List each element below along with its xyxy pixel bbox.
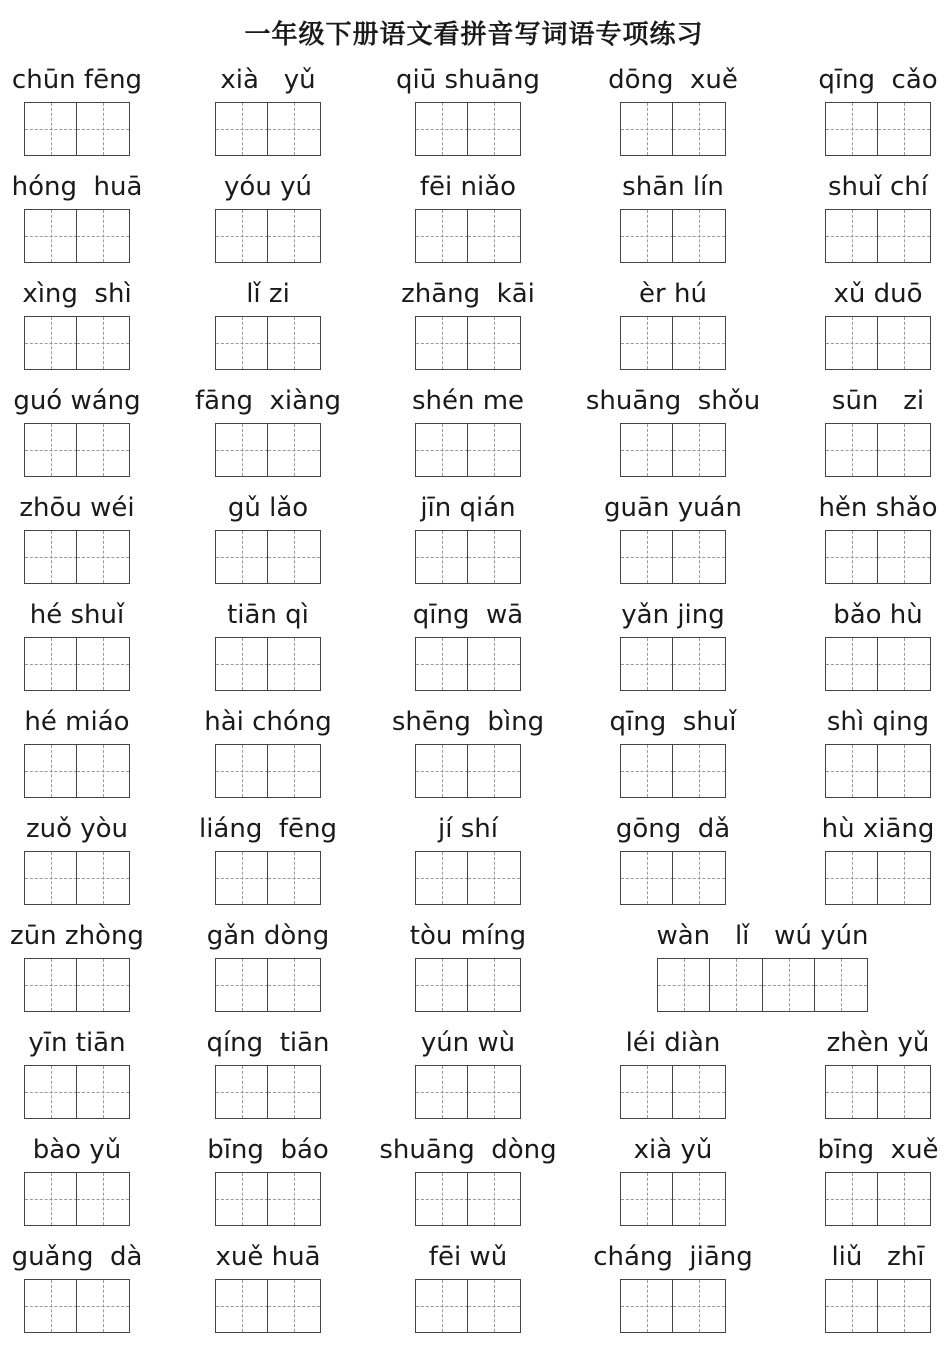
pinyin-label: shuǐ chí — [828, 172, 928, 202]
writing-box-group — [415, 316, 521, 370]
writing-box[interactable] — [267, 102, 321, 156]
pinyin-label: xǔ duō — [833, 279, 923, 309]
writing-box[interactable] — [762, 958, 816, 1012]
writing-box[interactable] — [620, 1065, 674, 1119]
writing-box-group — [620, 744, 726, 798]
writing-box-group — [415, 423, 521, 477]
writing-box-group — [657, 958, 868, 1012]
pinyin-label: xìng shì — [22, 279, 132, 309]
writing-box-group — [24, 1279, 130, 1333]
writing-box-group — [215, 1065, 321, 1119]
word-item — [173, 1026, 363, 1133]
writing-box[interactable] — [415, 423, 469, 477]
pinyin-label: dōng xuě — [608, 65, 738, 95]
word-item — [783, 1133, 948, 1240]
word-item — [0, 1026, 172, 1133]
writing-box[interactable] — [467, 316, 521, 370]
writing-box[interactable] — [877, 851, 931, 905]
writing-box-group — [415, 530, 521, 584]
pinyin-label: qīng cǎo — [818, 65, 938, 95]
writing-box[interactable] — [467, 102, 521, 156]
writing-box[interactable] — [467, 1172, 521, 1226]
writing-box[interactable] — [76, 744, 130, 798]
writing-box-group — [620, 530, 726, 584]
word-item — [373, 1026, 563, 1133]
writing-box[interactable] — [825, 637, 879, 691]
writing-box[interactable] — [415, 637, 469, 691]
word-item — [0, 277, 172, 384]
writing-box-group — [215, 637, 321, 691]
pinyin-label: bǎo hù — [833, 600, 923, 630]
writing-box[interactable] — [76, 1279, 130, 1333]
writing-box[interactable] — [415, 744, 469, 798]
word-item — [783, 491, 948, 598]
pinyin-label: fēi wǔ — [428, 1242, 508, 1272]
writing-box-group — [215, 958, 321, 1012]
word-item-idiom — [595, 919, 930, 1026]
writing-box-group — [24, 958, 130, 1012]
word-item — [373, 598, 563, 705]
word-item — [783, 384, 948, 491]
word-item — [373, 1240, 563, 1347]
word-item — [578, 1026, 768, 1133]
writing-box[interactable] — [467, 1279, 521, 1333]
writing-box-group — [825, 316, 931, 370]
pinyin-label: bīng báo — [207, 1135, 329, 1165]
writing-box-group — [215, 851, 321, 905]
writing-box[interactable] — [672, 423, 726, 477]
word-item — [783, 170, 948, 277]
writing-box[interactable] — [215, 530, 269, 584]
word-item — [0, 812, 172, 919]
writing-box[interactable] — [267, 637, 321, 691]
pinyin-label: qíng tiān — [206, 1028, 330, 1058]
word-item — [173, 1133, 363, 1240]
writing-box-group — [825, 1065, 931, 1119]
writing-box[interactable] — [76, 102, 130, 156]
pinyin-label: xià yǔ — [220, 65, 316, 95]
pinyin-label: sūn zi — [831, 386, 925, 416]
writing-box-group — [24, 851, 130, 905]
writing-box[interactable] — [24, 958, 78, 1012]
pinyin-label: bīng xuě — [817, 1135, 939, 1165]
writing-box[interactable] — [215, 851, 269, 905]
word-item — [373, 277, 563, 384]
word-item — [578, 1133, 768, 1240]
writing-box[interactable] — [825, 1172, 879, 1226]
writing-box[interactable] — [267, 316, 321, 370]
writing-box[interactable] — [709, 958, 763, 1012]
writing-box[interactable] — [76, 423, 130, 477]
pinyin-label: hù xiāng — [821, 814, 935, 844]
word-item — [373, 491, 563, 598]
word-item — [578, 705, 768, 812]
writing-box-group — [215, 423, 321, 477]
writing-box-group — [24, 1172, 130, 1226]
pinyin-label: zhōu wéi — [19, 493, 135, 523]
pinyin-label: èr hú — [639, 279, 707, 309]
writing-box[interactable] — [267, 209, 321, 263]
writing-box[interactable] — [825, 851, 879, 905]
writing-box[interactable] — [672, 209, 726, 263]
word-item — [173, 1240, 363, 1347]
pinyin-label: yún wù — [420, 1028, 516, 1058]
writing-box[interactable] — [76, 530, 130, 584]
word-item — [783, 812, 948, 919]
word-item — [0, 384, 172, 491]
word-item — [578, 170, 768, 277]
pinyin-label: qīng shuǐ — [609, 707, 737, 737]
writing-box[interactable] — [467, 851, 521, 905]
writing-box[interactable] — [24, 1279, 78, 1333]
word-item — [783, 598, 948, 705]
writing-box[interactable] — [672, 1172, 726, 1226]
writing-box[interactable] — [215, 637, 269, 691]
writing-box-group — [24, 102, 130, 156]
pinyin-label: wàn lǐ wú yún — [656, 921, 869, 951]
pinyin-label: gōng dǎ — [615, 814, 731, 844]
writing-box[interactable] — [24, 316, 78, 370]
word-item — [783, 705, 948, 812]
writing-box[interactable] — [825, 102, 879, 156]
writing-box[interactable] — [825, 209, 879, 263]
writing-box[interactable] — [24, 1172, 78, 1226]
writing-box-group — [825, 209, 931, 263]
writing-box-group — [620, 102, 726, 156]
writing-box[interactable] — [415, 102, 469, 156]
writing-box[interactable] — [620, 316, 674, 370]
word-item — [173, 705, 363, 812]
pinyin-label: shuāng shǒu — [585, 386, 761, 416]
pinyin-label: shì qing — [826, 707, 930, 737]
word-item — [783, 277, 948, 384]
writing-box[interactable] — [620, 423, 674, 477]
pinyin-label: liǔ zhī — [831, 1242, 925, 1272]
writing-box[interactable] — [415, 1279, 469, 1333]
writing-box[interactable] — [620, 530, 674, 584]
pinyin-label: jí shí — [438, 814, 498, 844]
writing-box[interactable] — [267, 851, 321, 905]
writing-box[interactable] — [215, 1279, 269, 1333]
writing-box[interactable] — [76, 209, 130, 263]
pinyin-label: hóng huā — [11, 172, 143, 202]
pinyin-label: lǐ zi — [246, 279, 290, 309]
pinyin-label: bào yǔ — [32, 1135, 122, 1165]
writing-box[interactable] — [267, 744, 321, 798]
writing-box[interactable] — [877, 1065, 931, 1119]
writing-box-group — [415, 1172, 521, 1226]
word-item — [173, 63, 363, 170]
pinyin-label: zuǒ yòu — [25, 814, 129, 844]
writing-box-group — [825, 851, 931, 905]
writing-box[interactable] — [24, 530, 78, 584]
pinyin-label: tòu míng — [409, 921, 527, 951]
word-item — [0, 919, 172, 1026]
word-item — [373, 170, 563, 277]
pinyin-label: shuāng dòng — [379, 1135, 557, 1165]
pinyin-label: qiū shuāng — [396, 65, 540, 95]
writing-box[interactable] — [672, 530, 726, 584]
writing-box[interactable] — [415, 1065, 469, 1119]
pinyin-label: zūn zhòng — [10, 921, 144, 951]
writing-box[interactable] — [215, 958, 269, 1012]
writing-box-group — [215, 530, 321, 584]
word-item — [373, 1133, 563, 1240]
writing-box[interactable] — [215, 423, 269, 477]
writing-box-group — [415, 637, 521, 691]
writing-box-group — [24, 530, 130, 584]
word-item — [578, 1240, 768, 1347]
writing-box-group — [620, 1065, 726, 1119]
writing-box[interactable] — [415, 209, 469, 263]
pinyin-label: qīng wā — [412, 600, 524, 630]
writing-box-group — [415, 1279, 521, 1333]
pinyin-label: zhèn yǔ — [826, 1028, 930, 1058]
writing-box-group — [620, 423, 726, 477]
writing-box-group — [415, 209, 521, 263]
writing-box[interactable] — [877, 637, 931, 691]
writing-box[interactable] — [877, 1279, 931, 1333]
writing-box[interactable] — [877, 102, 931, 156]
pinyin-label: xuě huā — [215, 1242, 321, 1272]
page-title: 一年级下册语文看拼音写词语专项练习 — [244, 20, 704, 50]
writing-box-group — [215, 316, 321, 370]
writing-box[interactable] — [620, 1172, 674, 1226]
word-item — [578, 63, 768, 170]
writing-box[interactable] — [620, 851, 674, 905]
writing-box[interactable] — [267, 423, 321, 477]
writing-box-group — [24, 209, 130, 263]
writing-box[interactable] — [877, 1172, 931, 1226]
writing-box[interactable] — [267, 1279, 321, 1333]
writing-box-group — [825, 423, 931, 477]
word-item — [578, 598, 768, 705]
writing-box[interactable] — [415, 530, 469, 584]
word-item — [373, 919, 563, 1026]
writing-box-group — [24, 316, 130, 370]
writing-box[interactable] — [415, 851, 469, 905]
writing-box-group — [415, 1065, 521, 1119]
writing-box[interactable] — [24, 744, 78, 798]
pinyin-label: yǎn jing — [621, 600, 725, 630]
writing-box[interactable] — [825, 744, 879, 798]
writing-box-group — [620, 316, 726, 370]
writing-box[interactable] — [76, 958, 130, 1012]
writing-box[interactable] — [215, 209, 269, 263]
pinyin-label: fāng xiàng — [194, 386, 342, 416]
writing-box[interactable] — [415, 1172, 469, 1226]
pinyin-label: fēi niǎo — [419, 172, 517, 202]
word-item — [0, 491, 172, 598]
writing-box-group — [620, 209, 726, 263]
writing-box[interactable] — [825, 1065, 879, 1119]
pinyin-label: hé shuǐ — [29, 600, 125, 630]
word-item — [173, 384, 363, 491]
writing-box[interactable] — [467, 637, 521, 691]
writing-box[interactable] — [825, 316, 879, 370]
writing-box[interactable] — [215, 316, 269, 370]
writing-box-group — [215, 1279, 321, 1333]
writing-box-group — [825, 1279, 931, 1333]
writing-box[interactable] — [215, 744, 269, 798]
writing-box-group — [825, 102, 931, 156]
pinyin-label: guǎng dà — [11, 1242, 143, 1272]
writing-box[interactable] — [76, 637, 130, 691]
writing-box-group — [415, 102, 521, 156]
writing-box-group — [620, 1279, 726, 1333]
writing-box[interactable] — [825, 423, 879, 477]
writing-box[interactable] — [672, 1065, 726, 1119]
word-item — [173, 491, 363, 598]
pinyin-label: gǔ lǎo — [227, 493, 309, 523]
writing-box-group — [825, 530, 931, 584]
word-item — [373, 384, 563, 491]
writing-box[interactable] — [672, 1279, 726, 1333]
writing-box-group — [24, 637, 130, 691]
writing-box[interactable] — [415, 958, 469, 1012]
writing-box-group — [620, 637, 726, 691]
word-item — [173, 277, 363, 384]
writing-box-group — [825, 1172, 931, 1226]
word-item — [373, 705, 563, 812]
writing-box-group — [215, 744, 321, 798]
pinyin-label: liáng fēng — [198, 814, 338, 844]
writing-box-group — [415, 744, 521, 798]
writing-box[interactable] — [672, 744, 726, 798]
writing-box[interactable] — [467, 423, 521, 477]
pinyin-label: jīn qián — [420, 493, 516, 523]
word-item — [0, 705, 172, 812]
writing-box[interactable] — [467, 1065, 521, 1119]
word-item — [578, 491, 768, 598]
writing-box[interactable] — [415, 316, 469, 370]
word-item — [783, 1026, 948, 1133]
word-item — [0, 1240, 172, 1347]
pinyin-label: yīn tiān — [28, 1028, 126, 1058]
pinyin-label: shēng bìng — [391, 707, 545, 737]
writing-box[interactable] — [267, 530, 321, 584]
writing-box[interactable] — [467, 530, 521, 584]
pinyin-label: gǎn dòng — [206, 921, 330, 951]
writing-box[interactable] — [672, 637, 726, 691]
word-item — [173, 598, 363, 705]
writing-box[interactable] — [877, 744, 931, 798]
writing-box[interactable] — [76, 1172, 130, 1226]
pinyin-label: zhāng kāi — [401, 279, 535, 309]
pinyin-label: léi diàn — [625, 1028, 721, 1058]
writing-box[interactable] — [825, 530, 879, 584]
writing-box[interactable] — [467, 209, 521, 263]
word-item — [173, 919, 363, 1026]
word-item — [0, 1133, 172, 1240]
writing-box[interactable] — [672, 316, 726, 370]
writing-box[interactable] — [24, 102, 78, 156]
pinyin-label: chūn fēng — [11, 65, 143, 95]
word-item — [783, 1240, 948, 1347]
word-item — [0, 170, 172, 277]
writing-box[interactable] — [267, 1172, 321, 1226]
word-item — [173, 812, 363, 919]
pinyin-label: guó wáng — [13, 386, 141, 416]
writing-box-group — [620, 1172, 726, 1226]
pinyin-label: hài chóng — [204, 707, 332, 737]
writing-box[interactable] — [467, 744, 521, 798]
word-item — [173, 170, 363, 277]
writing-box[interactable] — [672, 102, 726, 156]
writing-box[interactable] — [877, 209, 931, 263]
writing-box[interactable] — [76, 316, 130, 370]
writing-box[interactable] — [267, 958, 321, 1012]
writing-box[interactable] — [24, 209, 78, 263]
writing-box[interactable] — [620, 744, 674, 798]
writing-box[interactable] — [215, 102, 269, 156]
word-item — [783, 63, 948, 170]
word-item — [0, 63, 172, 170]
writing-box[interactable] — [825, 1279, 879, 1333]
writing-box-group — [215, 1172, 321, 1226]
pinyin-label: hé miáo — [24, 707, 130, 737]
pinyin-label: yóu yú — [224, 172, 312, 202]
writing-box[interactable] — [267, 1065, 321, 1119]
writing-box[interactable] — [467, 958, 521, 1012]
writing-box[interactable] — [24, 637, 78, 691]
pinyin-label: xià yǔ — [633, 1135, 713, 1165]
writing-box[interactable] — [215, 1172, 269, 1226]
writing-box[interactable] — [620, 1279, 674, 1333]
word-item — [0, 598, 172, 705]
writing-box-group — [415, 851, 521, 905]
writing-box[interactable] — [620, 209, 674, 263]
writing-box[interactable] — [24, 423, 78, 477]
writing-box[interactable] — [877, 316, 931, 370]
pinyin-label: cháng jiāng — [593, 1242, 753, 1272]
word-item — [578, 277, 768, 384]
writing-box-group — [825, 637, 931, 691]
writing-box[interactable] — [620, 637, 674, 691]
writing-box[interactable] — [877, 530, 931, 584]
pinyin-label: shén me — [411, 386, 525, 416]
writing-box[interactable] — [672, 851, 726, 905]
writing-box-group — [620, 851, 726, 905]
pinyin-label: shān lín — [622, 172, 724, 202]
word-item — [578, 384, 768, 491]
word-item — [373, 63, 563, 170]
writing-box-group — [415, 958, 521, 1012]
writing-box[interactable] — [877, 423, 931, 477]
writing-box[interactable] — [24, 851, 78, 905]
writing-box[interactable] — [620, 102, 674, 156]
pinyin-label: tiān qì — [227, 600, 309, 630]
writing-box[interactable] — [657, 958, 711, 1012]
writing-box[interactable] — [76, 1065, 130, 1119]
writing-box-group — [215, 102, 321, 156]
pinyin-label: guān yuán — [604, 493, 742, 523]
pinyin-label: hěn shǎo — [818, 493, 938, 523]
writing-box-group — [24, 744, 130, 798]
writing-box-group — [24, 1065, 130, 1119]
writing-box[interactable] — [814, 958, 868, 1012]
writing-box-group — [24, 423, 130, 477]
word-item — [578, 812, 768, 919]
writing-box[interactable] — [24, 1065, 78, 1119]
writing-box-group — [215, 209, 321, 263]
word-item — [373, 812, 563, 919]
writing-box[interactable] — [215, 1065, 269, 1119]
writing-box[interactable] — [76, 851, 130, 905]
writing-box-group — [825, 744, 931, 798]
